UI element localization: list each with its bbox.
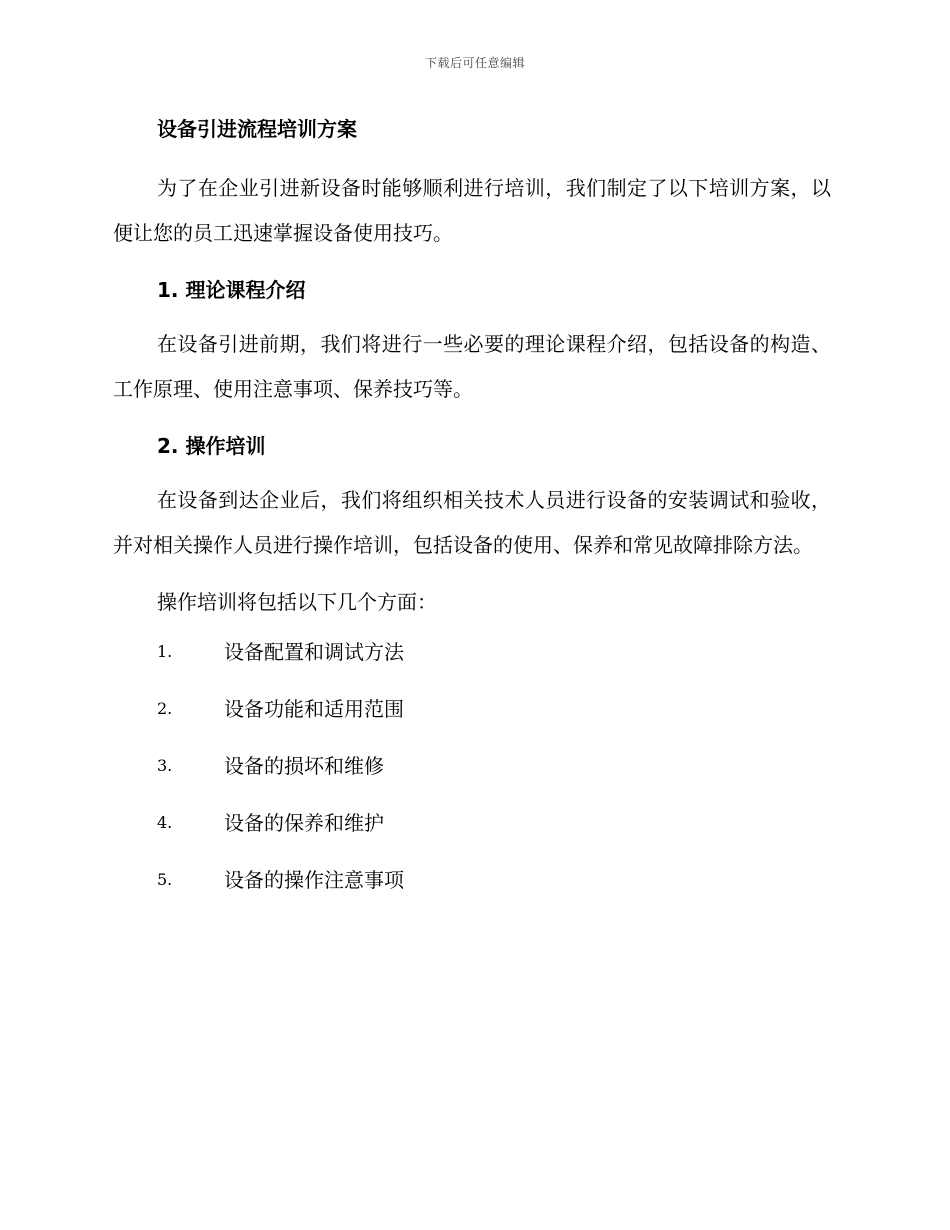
list-item-text: 设备功能和适用范围 xyxy=(224,697,404,721)
list-item-number: 2. xyxy=(157,699,173,718)
section-heading-operation: 2. 操作培训 xyxy=(157,434,266,458)
list-item-number: 5. xyxy=(157,870,173,889)
list-item xyxy=(113,751,831,808)
list-item-text: 设备配置和调试方法 xyxy=(224,640,404,664)
list-item-text: 设备的保养和维护 xyxy=(224,811,384,835)
section-paragraph-theory: 在设备引进前期，我们将进行一些必要的理论课程介绍，包括设备的构造、工作原理、使用注意事项、保养技巧等。 xyxy=(113,332,831,401)
list-item-text: 设备的损坏和维修 xyxy=(224,754,384,778)
list-item-number: 1. xyxy=(157,642,173,661)
list-item-number: 3. xyxy=(157,756,173,775)
document-title: 设备引进流程培训方案 xyxy=(157,117,357,141)
header-note: 下载后可任意编辑 xyxy=(424,56,525,70)
list-item-number: 4. xyxy=(157,813,173,832)
training-topics-list xyxy=(113,637,831,922)
list-item xyxy=(113,808,831,865)
section-paragraph-operation: 在设备到达企业后，我们将组织相关技术人员进行设备的安装调试和验收，并对相关操作人员进行操作培训，包括设备的使用、保养和常见故障排除方法。 xyxy=(113,488,831,557)
list-item xyxy=(113,694,831,751)
intro-paragraph: 为了在企业引进新设备时能够顺利进行培训，我们制定了以下培训方案，以便让您的员工迅速掌握设备使用技巧。 xyxy=(113,176,831,245)
document-body xyxy=(113,112,831,922)
list-item xyxy=(113,865,831,922)
list-item xyxy=(113,637,831,694)
list-item-text: 设备的操作注意事项 xyxy=(224,868,404,892)
list-intro: 操作培训将包括以下几个方面： xyxy=(157,590,437,614)
section-heading-theory: 1. 理论课程介绍 xyxy=(157,278,306,302)
